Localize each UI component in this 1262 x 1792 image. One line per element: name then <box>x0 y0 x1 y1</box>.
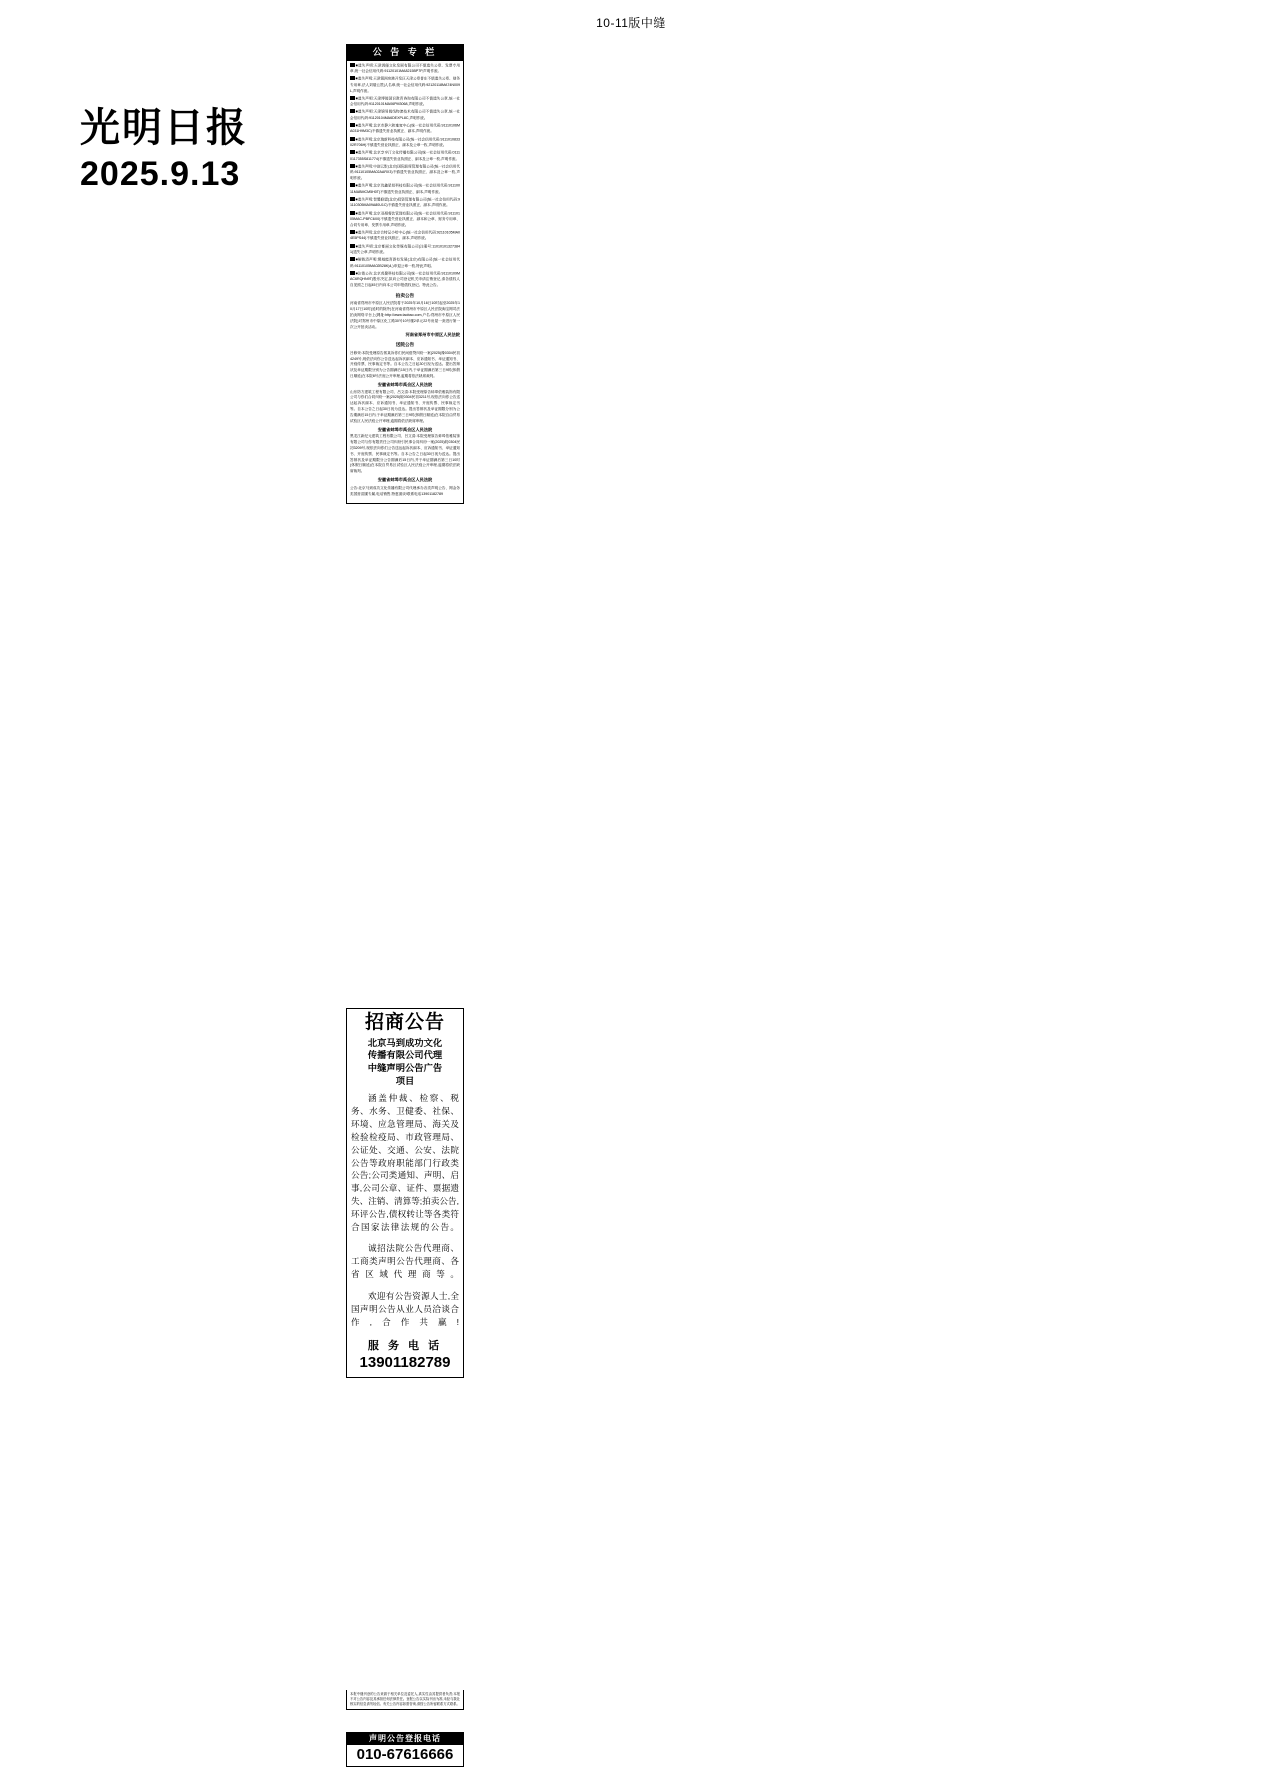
notice-item: ■遗失声明:天津鸿俪文化发展有限公司不慎遗失公章、发票专用章,统一社会信用代码:91120101MA8215BP7P,声明作废。 <box>350 63 460 74</box>
ad-paragraph: 诚招法院公告代理商、工商类声明公告代理商、各省区域代理商等。 <box>351 1243 459 1280</box>
section-body: 河南省郑州市中原区人民法院将于2025年10月16日10时起至2025年10月17日10时(延时的除外)在河南省郑州市中原区人民法院淘宝网司法拍卖网络平台上(网址:http://www.taobao.com,户名:郑州市中原区人民法院)对郑州市中原区化工路30号10号楼2单元22号房屋一套进行第一次公开拍卖活动。 <box>350 301 460 329</box>
notices-column <box>346 44 464 504</box>
court-signature: 安徽省蚌埠市禹会区人民法院 <box>377 426 433 432</box>
page-note: 10-11版中缝 <box>596 16 666 30</box>
ad-phone-number[interactable]: 13901182789 <box>359 1354 451 1371</box>
section-title: 拍卖公告 <box>395 292 415 298</box>
newspaper-title: 光明日报 <box>80 106 248 150</box>
ad-paragraph: 欢迎有公告资源人士,全国声明公告从业人员洽谈合作,合作共赢! <box>351 1290 459 1327</box>
section-body: 山东防方建筑工程有限公司、吕文清:本院受理原告蚌埠依雅装饰有限公司与你们合同纠纷一案(2025)皖0304民初3211号,现依法向你公告送达起诉状副本、应诉通知书、举证通知书、开庭传票、民事裁定书等。自本公告之日起30日视为送达。提出答辩状及举证期限分别为公告期满后15日内,于举证期满后第三日9时(休假日顺延)在本院自由贸易试验区人民法庭公开审理,逾期将依法缺席审理。 <box>350 389 461 423</box>
notice-item: ■遗失声明:北京市静六和寓宽中心(统一社会信用代码:91110106MA031H9M3C)不慎遗失营业执照正、副本,声明作废。 <box>350 123 460 134</box>
hotline-bar <box>346 1732 464 1767</box>
ad-paragraph: 涵盖仲裁、检察、税务、水务、卫健委、社保、环境、应急管理局、海关及检验检疫局、市政管理局、公证处、交通、公安、法院公告等政府职能部门行政类公告;公司类通知、声明、启事,公司公章、证件、票据遗失、注销、清算等;拍卖公告,环评公告,债权转让等各类符合国家法律法规的公告。 <box>351 1093 459 1232</box>
newspaper-date: 2025.9.13 <box>80 155 241 193</box>
notice-item: ■遗失声明:北京瑞新科技有限公司(统一社会信用代码:911101083302R706H)不慎遗失营业执照正、副本及公章一枚,声明作废。 <box>350 137 460 148</box>
notice-item: ■注销公告:北京虎聚科技有限公司(统一社会信用代码:91110109MAC6RQHN9T)股东决定,拟向公司登记机关申请注销登记,请各债权人自见照之日起45日内向本公司申报债权登记。特此公告。 <box>350 271 460 288</box>
notice-item: ■遗失声明:北京优鑫星铝科技有限公司(统一社会信用代码:91110011MABMCM5H0T)不慎遗失营业执照正、副本,声明作废。 <box>350 183 460 194</box>
investment-ad <box>346 1008 464 1378</box>
masthead <box>80 105 380 194</box>
hotline-label: 声明公告登报电话 <box>347 1733 463 1745</box>
court-signature: 安徽省蚌埠市禹会区人民法院 <box>377 477 433 483</box>
contact-line: 公告:北京马到成功文化传播有限公司代理承办各类声明公告、网金务类国营苗圃专属,电话销售,特惠面谈!联系电话13901182789 <box>350 485 460 496</box>
column-header: 公 告 专 栏 <box>347 45 463 61</box>
legal-footnote: 本报中缝刊登的公告来源于相关单位及委托人,真实性由其提供者负责;本报不对公告内容及其承担任何法律责任。登报公告以实际刊出为准,未经与我社核实的信息请勿轻信。有关公告内容如需咨询,请按公告所留联系方式联系。 <box>346 1690 464 1710</box>
court-signature: 安徽省蚌埠市禹会区人民法院 <box>377 381 433 387</box>
notice-item: ■遗失声明:天津银洲房港开发区天津公章普庄不慎遗失公章、财务专用章,法人刘瑞云景]人名章,统一社会信用代码:92120118MA74N009L,声明作废。 <box>350 76 460 93</box>
section-body: 吕修荣:本院受理原告郭某诉你们民间借贷纠纷一案(2025)豫0304民初4249号,现依法向你公告送达起诉状副本、应诉通知书、举证通知书、开庭传票、民事裁定书等。自本公告之日起30日视为送达。提出答辩状及举证期限分别为公告期满后15日内,于举证期满后第三日9时(休假日顺延)在本院8号法庭公开审理,逾期将依法缺席裁判。 <box>350 350 460 378</box>
notice-item: ■遗失声明:北京享亨汀文化传播有限公司(统一社会信用代码:01110117355S811774)不慎遗失营业执照正、副本及公章一枚,声明作废。 <box>350 150 460 161</box>
notice-item: ■解散清声明:锡域能育游有发展(北京)有限公司(统一社会信用代码:91110105MA02B28K)4,)申退公章一枚,特此声明。 <box>350 257 460 268</box>
section-title: 送院公告 <box>395 342 415 348</box>
ad-subtitle-line: 北京马到成功文化 <box>367 1037 443 1048</box>
court-signature: 河南省郑州市中原区人民法院 <box>405 332 460 338</box>
notice-item: ■遗失声明:北京合特记小哈中心(统一社会信用代码:92110105MA04E5PS44)不慎遗失营业执照正、副本,声明作废。 <box>350 230 460 241</box>
notice-item: ■遗失声明:北京羽凝餐饮管理有限公司(统一社会信用代码:91110105MAC-PBFC6X0)不慎遗失营业执照正、副本和公章、财务专用章、合同专用章、发票专用章,声明作废。 <box>350 211 460 227</box>
notice-item: ■遗失声明:天津锦易阅线物流技术有限公司不慎遗失公章,统一社会信用代码:91120104MA6DEXPL8C,声明作废。 <box>350 109 460 120</box>
notice-item: ■遗失声明:智馨联盟(北京)投资管理有限公司(统一社会信用代码:91110305MA09A80U1C)不慎遗失营业执照正、副本,声明作废。 <box>350 197 460 208</box>
hotline-number[interactable]: 010-67616666 <box>356 1746 454 1763</box>
notice-item: ■遗失声明:中创云影)北京)国际联席管理有限公司(统一社会信用代码:91110105MA02AARX3)不慎遗失营业执照正、副本及公章一枚,声明作废。 <box>350 164 460 181</box>
column-body <box>347 61 463 503</box>
ad-title: 招商公告 <box>364 1012 445 1033</box>
ad-subtitle-line: 中缝声明公告广告 <box>367 1062 443 1073</box>
ad-phone-label: 服 务 电 话 <box>367 1340 443 1352</box>
ad-subtitle-line: 项目 <box>395 1075 415 1086</box>
notice-item: ■遗失声明:天津博阅国识教育咨询有限公司不慎遗失公章,统一社会信用代码:91120101MA06PM3068,声明作废。 <box>350 96 460 107</box>
notice-item: ■遗失声明:北京都丽文化传媒有限公司(注册号:110101013273841)遗失公章,声明作废。 <box>350 244 460 255</box>
ad-subtitle-line: 传播有限公司代理 <box>367 1050 443 1061</box>
section-body: 黑龙江新纪元建筑工程有限公司、吕文清:本院受理原告蚌埠依雅装饰有限公司与你有限责任公司纠纷引民事合同纠纷一案(2025)皖0304民初3209号,现依法向你们公告送达起诉状副本、应诉通知书、举证通知书、开庭传票、民事裁定书等。自本公告之日起30日视为送达。提出答辩状及举证期限分公告期满后15日内,并于举证期满后第三日10时(休假日顺延)在本院自贸易区试验区人民法庭公开审理,逾期将依法缺席裁判。 <box>350 434 460 474</box>
